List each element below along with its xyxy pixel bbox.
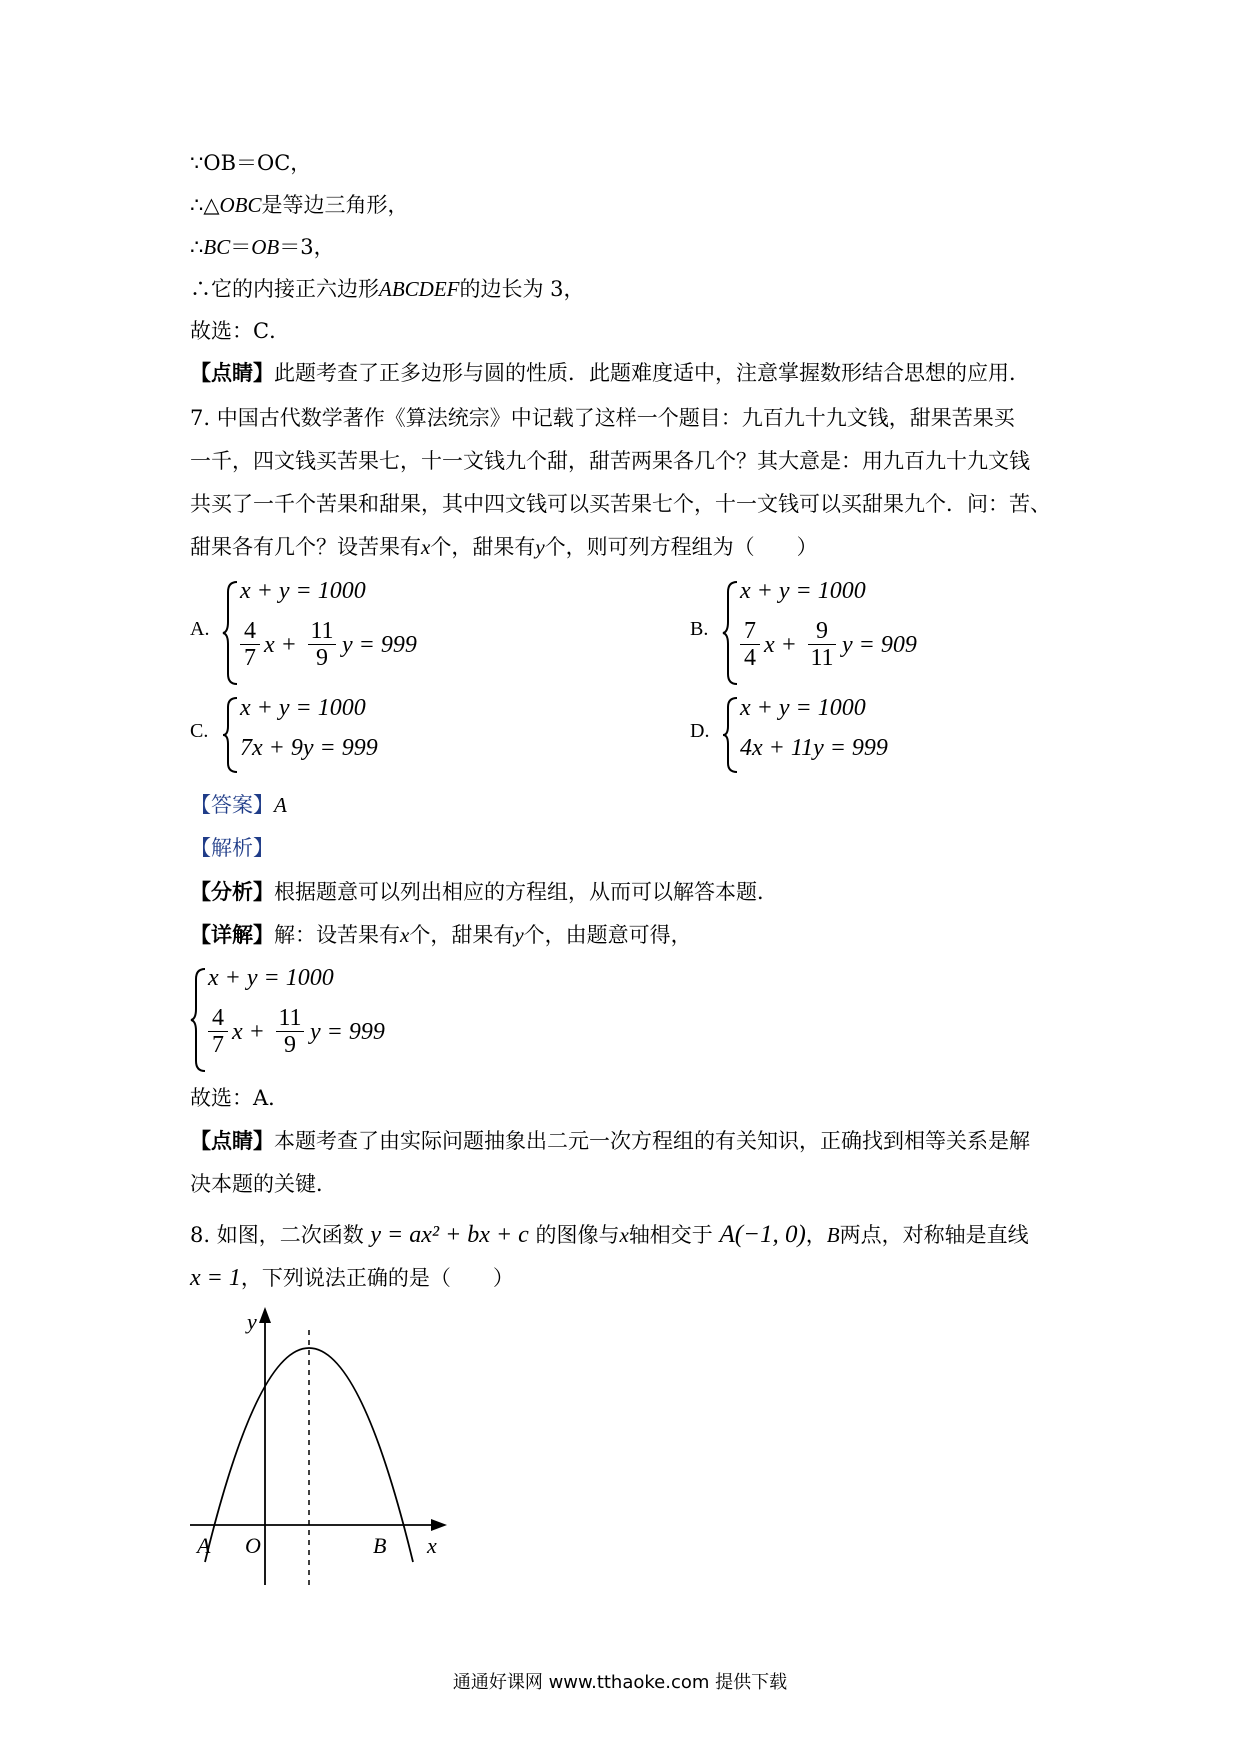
line-text: 的图像与 (535, 1223, 620, 1247)
brace-icon (190, 965, 208, 1075)
line-dianjing-1 (190, 358, 1030, 388)
line-text: 甜果各有几个？设苦果有 (190, 535, 421, 559)
option-d-system[interactable] (722, 695, 922, 775)
option-a-letter[interactable]: A. (190, 618, 210, 640)
section-tag: 【点睛】 (190, 1128, 274, 1153)
fraction-1 (240, 618, 260, 671)
fenxi-line (190, 877, 778, 907)
denominator: 9 (284, 1032, 296, 1058)
numerator: 4 (212, 1005, 224, 1031)
equation-tail: y = 999 (342, 632, 417, 658)
y-axis-arrow-icon (259, 1307, 271, 1323)
q8-line-1 (190, 1220, 1029, 1250)
fraction-2 (276, 1005, 304, 1058)
fraction-1 (740, 618, 760, 671)
q7-line-1 (190, 403, 1015, 433)
line-obc-equilateral (190, 190, 409, 220)
line-text: 故选：C． (190, 319, 291, 343)
line-text: 是等边三角形， (261, 193, 409, 217)
solution-system (190, 965, 410, 1075)
section-tag: 【点睛】 (190, 360, 274, 385)
equation-2: 7x + 9y = 999 (240, 735, 378, 761)
line-text: 个，甜果有 (430, 535, 536, 559)
line-text: 一千，四文钱买苦果七，十一文钱九个甜，甜苦两果各几个？其大意是：用九百九十九文钱 (190, 449, 1030, 473)
x-label: x (427, 1533, 437, 1558)
choose-a-line (190, 1083, 289, 1113)
axis-of-symmetry: x = 1 (190, 1265, 241, 1291)
fraction-1 (208, 1005, 228, 1058)
denominator: 11 (810, 645, 834, 671)
q7-line-3 (190, 489, 1051, 519)
denominator: 7 (244, 645, 256, 671)
line-text: 本题考查了由实际问题抽象出二元一次方程组的有关知识，正确找到相等关系是解 (274, 1129, 1030, 1153)
line-text: ＝3， (279, 235, 335, 259)
numerator: 9 (816, 618, 828, 644)
dianjing-2-line-2 (190, 1169, 337, 1199)
line-var: y (535, 535, 545, 559)
line-text: 此题考查了正多边形与圆的性质．此题难度适中，注意掌握数形结合思想的应用． (274, 361, 1030, 385)
equation-tail: y = 909 (842, 632, 917, 658)
analysis-line (190, 833, 274, 863)
line-text: ∴△ (190, 193, 220, 217)
line-text: ∴它的内接正六边形 (190, 277, 379, 301)
point-a-label: A (197, 1533, 211, 1558)
fraction-2 (308, 618, 336, 671)
line-text: 根据题意可以列出相应的方程组，从而可以解答本题． (274, 880, 778, 904)
line-text: 的边长为 3， (459, 277, 585, 301)
equation-tail: y = 999 (310, 1019, 385, 1045)
option-c-system[interactable] (222, 695, 422, 775)
brace-icon (722, 695, 740, 775)
line-text: 个，由题意可得， (523, 923, 692, 947)
line-var: x (400, 923, 410, 947)
equation-1: x + y = 1000 (208, 965, 334, 991)
numerator: 11 (278, 1005, 302, 1031)
line-text: 解：设苦果有 (274, 923, 400, 947)
analysis-tag: 【解析】 (190, 836, 274, 860)
xiangjie-line (190, 920, 692, 950)
q8-line-2 (190, 1263, 514, 1293)
equation-1: x + y = 1000 (240, 578, 366, 604)
option-b-system[interactable] (722, 578, 942, 688)
line-var: BC (203, 235, 231, 259)
brace-icon (222, 695, 240, 775)
dianjing-2-line-1 (190, 1126, 1030, 1156)
denominator: 7 (212, 1032, 224, 1058)
x-axis-arrow-icon (431, 1519, 447, 1531)
line-var: y (514, 923, 524, 947)
line-text: 决本题的关键． (190, 1172, 337, 1196)
equation-mid: x + (764, 632, 797, 658)
answer-value: A (274, 793, 287, 817)
footer-source: 通通好课网 www.tthaoke.com 提供下载 (452, 1672, 788, 1693)
equation-1: x + y = 1000 (240, 695, 366, 721)
line-text: 7. 中国古代数学著作《算法统宗》中记载了这样一个题目：九百九十九文钱，甜果苦果买 (190, 406, 1015, 430)
equation-2: 4x + 11y = 999 (740, 735, 888, 761)
denominator: 9 (316, 645, 328, 671)
line-text: 个，甜果有 (409, 923, 515, 947)
line-text: ，下列说法正确的是（ ） (240, 1266, 514, 1290)
brace-icon (222, 578, 240, 688)
line-text: 8. 如图，二次函数 (190, 1223, 364, 1247)
parabola-graph (185, 1305, 455, 1590)
line-bc-ob (190, 232, 335, 262)
brace-icon (722, 578, 740, 688)
section-tag: 【详解】 (190, 922, 274, 947)
line-var: OB (251, 235, 280, 259)
line-text: ＝ (230, 235, 252, 259)
line-var: B (826, 1223, 840, 1247)
origin-label: O (245, 1533, 261, 1558)
point-b-label: B (373, 1533, 387, 1558)
point-a: A(−1, 0) (719, 1221, 806, 1248)
line-text: ∴ (190, 235, 204, 259)
line-var: x (619, 1223, 629, 1247)
y-label: y (247, 1309, 257, 1334)
line-text: 两点，对称轴是直线 (839, 1223, 1029, 1247)
equation-1: x + y = 1000 (740, 695, 866, 721)
q7-line-4 (190, 532, 818, 562)
numerator: 11 (310, 618, 334, 644)
function-expression: y = ax² + bx + c (370, 1222, 529, 1248)
numerator: 4 (244, 618, 256, 644)
line-hexagon (190, 274, 585, 304)
equation-mid: x + (232, 1019, 265, 1045)
answer-tag: 【答案】 (190, 793, 274, 817)
line-text: ∵OB＝OC， (190, 151, 312, 175)
answer-line (190, 790, 287, 820)
option-b-letter[interactable]: B. (690, 618, 709, 640)
line-var: x (421, 535, 431, 559)
line-text: 个，则可列方程组为（ ） (544, 535, 818, 559)
line-ob-oc (190, 148, 311, 178)
q7-line-2 (190, 446, 1030, 476)
numerator: 7 (744, 618, 756, 644)
section-tag: 【分析】 (190, 879, 274, 904)
option-d-letter[interactable]: D. (690, 720, 710, 742)
line-var: ABCDEF (379, 277, 460, 301)
equation-mid: x + (264, 632, 297, 658)
option-a-system[interactable] (222, 578, 442, 688)
option-c-letter[interactable]: C. (190, 720, 209, 742)
equation-1: x + y = 1000 (740, 578, 866, 604)
line-text: 共买了一千个苦果和甜果，其中四文钱可以买苦果七个，十一文钱可以买甜果九个．问：苦、 (190, 492, 1051, 516)
line-text: 轴相交于 (628, 1223, 713, 1247)
line-text: ， (805, 1223, 827, 1247)
line-var: OBC (219, 193, 262, 217)
line-choose-c (190, 316, 290, 346)
fraction-2 (808, 618, 836, 671)
denominator: 4 (744, 645, 756, 671)
line-text: 故选：A． (190, 1086, 290, 1110)
